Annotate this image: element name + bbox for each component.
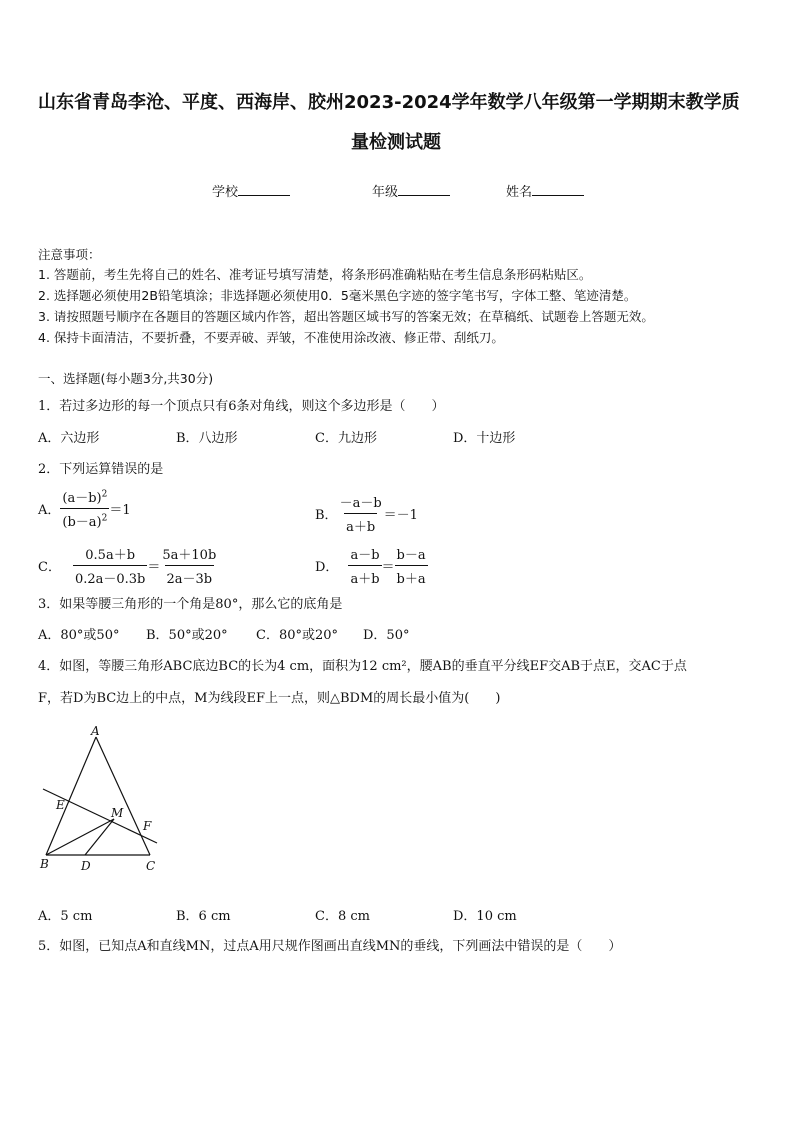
- notice-item-2: 2. 选择题必须使用2B铅笔填涂；非选择题必须使用0．5毫米黑色字迹的签字笔书写，字体工整、笔迹清楚。: [38, 288, 637, 303]
- q3-option-a: A．80°或50°: [38, 628, 120, 643]
- q3-option-d: D．50°: [363, 628, 410, 643]
- notice-item-3: 3. 请按照题号顺序在各题目的答题区域内作答，超出答题区域书写的答案无效；在草稿纸、试题卷上答题无效。: [38, 309, 654, 324]
- section-heading: 一、选择题(每小题3分,共30分): [38, 371, 214, 386]
- q3-option-c: C．80°或20°: [256, 628, 339, 643]
- q2-d-den2: b＋a: [395, 565, 428, 587]
- q2-option-a: [38, 487, 131, 530]
- q2-a-rhs: ＝1: [109, 503, 131, 518]
- grade-field: [372, 181, 450, 200]
- q1-option-c: C．九边形: [315, 431, 377, 446]
- q2-b-rhs: ＝－1: [383, 508, 418, 523]
- label-b: B: [40, 857, 49, 871]
- q2-a-label: A．: [38, 503, 61, 518]
- q2-b-fraction: [338, 492, 384, 535]
- q2-option-b: [315, 492, 418, 535]
- q2-a-num: (a－b): [62, 491, 102, 506]
- q2-b-num: －a－b: [339, 496, 382, 511]
- q3-stem: 3．如果等腰三角形的一个角是80°，那么它的底角是: [38, 597, 343, 612]
- q2-c-num2: 5a＋10b: [162, 548, 217, 563]
- q2-d-num2: b－a: [396, 548, 426, 563]
- q5-stem: 5．如图，已知点A和直线MN，过点A用尺规作图画出直线MN的垂线，下列画法中错误的是（ ）: [38, 939, 622, 954]
- school-field: [212, 181, 290, 200]
- q2-c-den1: 0.2a－0.3b: [73, 565, 147, 587]
- q2-stem: 2．下列运算错误的是: [38, 462, 164, 477]
- notice-heading: 注意事项：: [38, 247, 101, 262]
- q2-a-den: (b－a): [62, 515, 102, 530]
- q2-b-den: a＋b: [344, 513, 377, 535]
- q3-option-b: B．50°或20°: [146, 628, 228, 643]
- page-title-line2: 量检测试题: [351, 132, 441, 153]
- q1-stem: 1．若过多边形的每一个顶点只有6条对角线，则这个多边形是（ ）: [38, 399, 445, 414]
- q2-d-label: D．: [315, 560, 339, 575]
- q2-a-exp-num: 2: [101, 489, 108, 500]
- q2-c-fraction-right: [160, 544, 218, 587]
- label-d: D: [81, 859, 91, 873]
- label-e: E: [56, 798, 65, 812]
- label-m: M: [111, 806, 124, 820]
- q2-d-num1: a－b: [350, 548, 380, 563]
- segment-dm: [85, 819, 114, 855]
- q4-stem-line1: 4．如图，等腰三角形ABC底边BC的长为4 cm，面积为12 cm²，腰AB的垂直平分线EF交AB于点E，交AC于点: [38, 659, 687, 674]
- q2-c-num1: 0.5a＋b: [85, 548, 136, 563]
- label-f: F: [143, 819, 152, 833]
- school-label: 学校: [212, 185, 239, 200]
- q2-c-fraction-left: [73, 544, 147, 587]
- grade-label: 年级: [372, 185, 399, 200]
- q4-stem-line2: F，若D为BC边上的中点，M为线段EF上一点，则△BDM的周长最小值为( ): [38, 691, 501, 706]
- q1-option-a: A．六边形: [38, 431, 100, 446]
- segment-ab: [46, 737, 96, 855]
- q2-c-eq: ＝: [147, 560, 161, 575]
- label-c: C: [146, 859, 156, 873]
- name-field: [506, 181, 584, 200]
- q2-d-fraction-right: [395, 544, 428, 587]
- q4-option-d: D．10 cm: [453, 909, 517, 924]
- q2-a-exp-den: 2: [101, 513, 108, 524]
- q2-c-den2: 2a－3b: [165, 565, 215, 587]
- notice-item-4: 4. 保持卡面清洁，不要折叠，不要弄破、弄皱，不准使用涂改液、修正带、刮纸刀。: [38, 330, 504, 345]
- segment-bm: [46, 819, 114, 855]
- notice-item-1: 1. 答题前，考生先将自己的姓名、准考证号填写清楚，将条形码准确粘贴在考生信息条形码粘贴区。: [38, 267, 592, 282]
- school-blank: [238, 183, 290, 196]
- q4-option-c: C．8 cm: [315, 909, 370, 924]
- q1-option-b: B．八边形: [176, 431, 238, 446]
- q2-c-label: C．: [38, 560, 61, 575]
- q2-d-den1: a＋b: [348, 565, 381, 587]
- grade-blank: [398, 183, 450, 196]
- q4-triangle-figure: [30, 725, 170, 880]
- q2-option-c: [38, 544, 218, 587]
- q2-b-label: B．: [315, 508, 338, 523]
- name-blank: [532, 183, 584, 196]
- q1-option-d: D．十边形: [453, 431, 516, 446]
- q4-option-a: A．5 cm: [38, 909, 93, 924]
- q2-d-fraction-left: [348, 544, 381, 587]
- q2-option-d: [315, 544, 428, 587]
- q4-option-b: B．6 cm: [176, 909, 231, 924]
- label-a: A: [91, 725, 100, 738]
- q2-d-eq: ＝: [381, 560, 395, 575]
- name-label: 姓名: [506, 185, 533, 200]
- q2-a-fraction: [60, 487, 109, 530]
- segment-ac: [96, 737, 150, 855]
- page-title-line1: 山东省青岛李沧、平度、西海岸、胶州2023-2024学年数学八年级第一学期期末教学质: [38, 92, 740, 113]
